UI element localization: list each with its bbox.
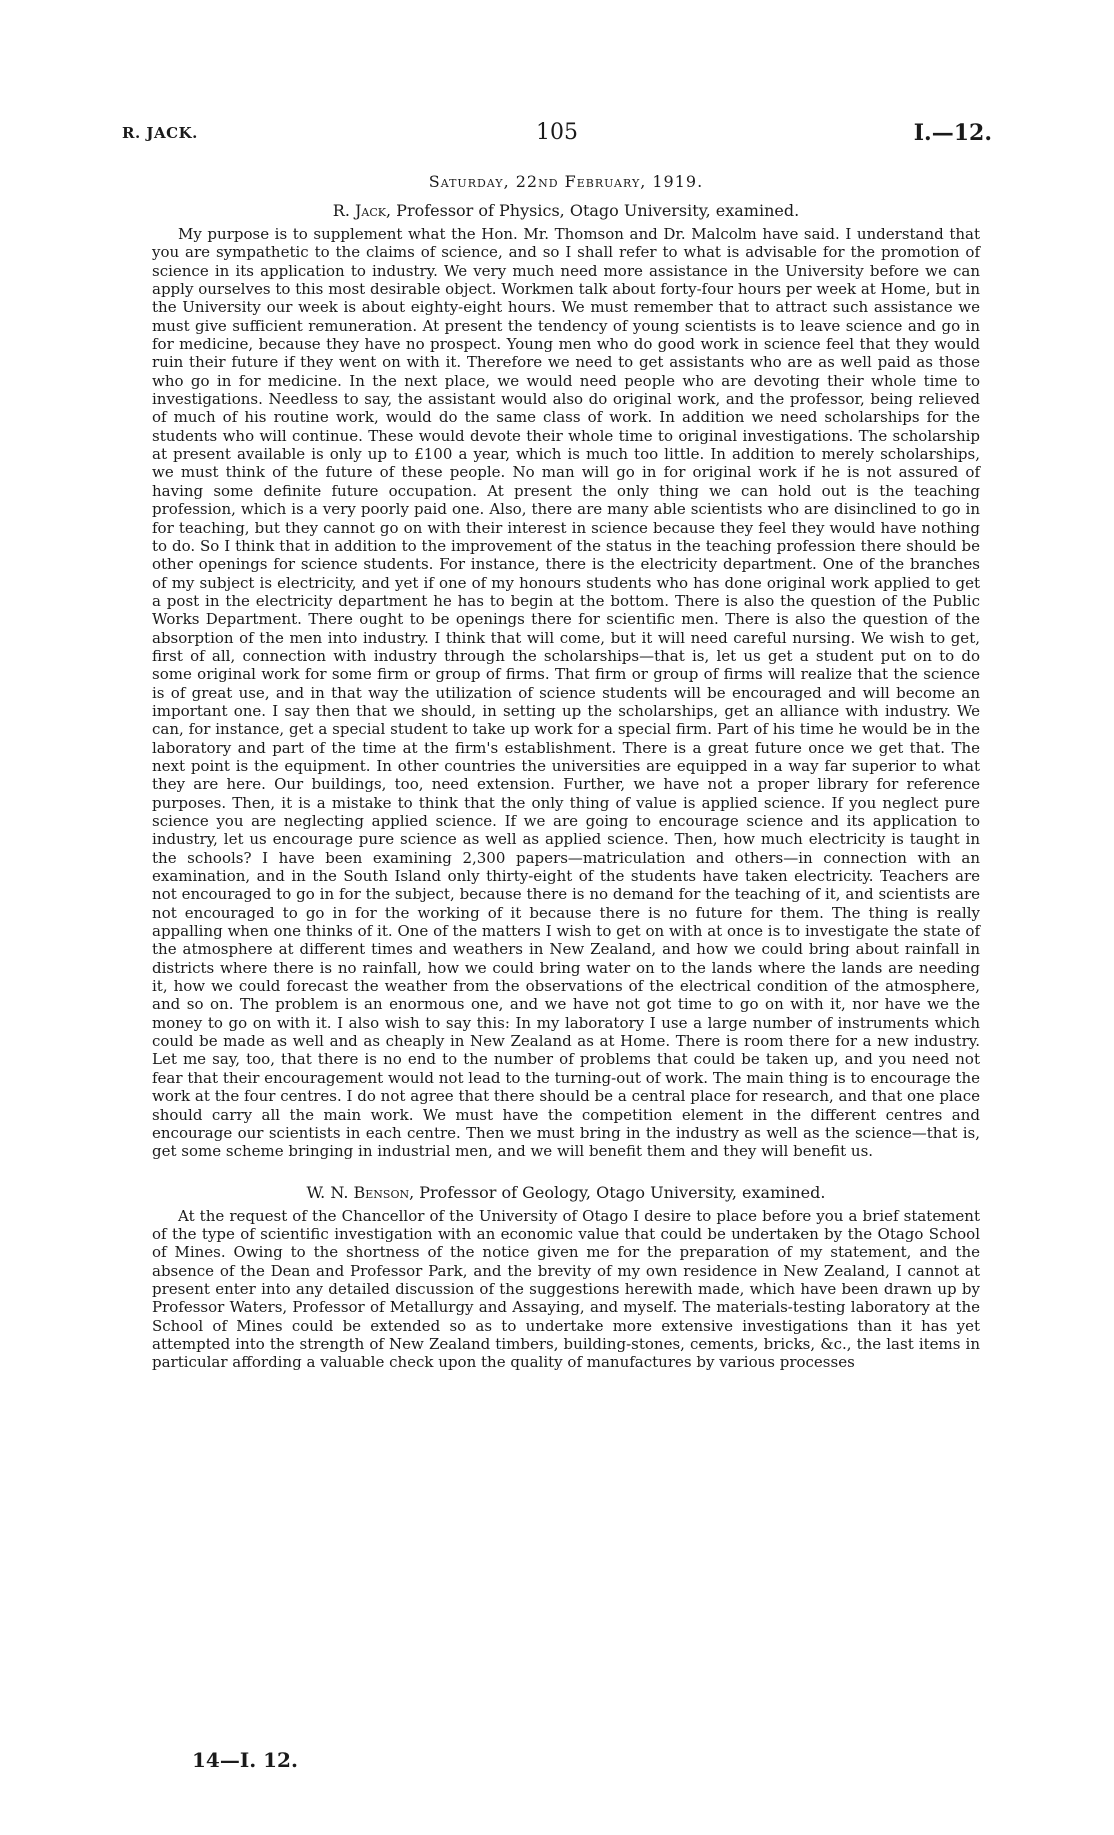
witness-name: W. N. Benson (306, 1182, 410, 1202)
testimony-paragraph-jack: My purpose is to supplement what the Hon. Mr. Thomson and Dr. Malcolm have said. I understand that you are sympathetic to the claims of science, and so I shall refer to what is advisable for the promotion of science in its application to industry. We very much need more assistance in the University before we can apply ourselves to this most desirable object. Workmen talk about forty-four hours per week at Home, but in the University our week is about eighty-eight hours. We must remember that to attract such assistance we must give sufficient remuneration. At present the tendency of young scientists is to leave science and go in for medicine, because they have no prospect. Young men who do good work in science feel that they would ruin their future if they went on with it. Therefore we need to get assistants who are as well paid as those who go in for medicine. In the next place, we would need people who are devoting their whole time to investigations. Needless to say, the assistant would also do original work, and the professor, being relieved of much of his routine work, would do the same class of work. In addition we need scholarships for the students who will continue. These would devote their whole time to original investigations. The scholarship at present available is only up to £100 a year, which is much too little. In addition to merely scholarships, we must think of the future of these people. No man will go in for original work if he is not assured of having some definite future occupation. At present the only thing we can hold out is the teaching profession, which is a very poorly paid one. Also, there are many able scientists who are disinclined to go in for teaching, but they cannot go on with their interest in science because they feel they would have nothing to do. So I think that in addition to the improvement of the status in the teaching profession there should be other openings for science students. For instance, there is the electricity department. One of the branches of my subject is electricity, and yet if one of my honours students who has done original work applied to get a post in the electricity department he has to begin at the bottom. There is also the question of the Public Works Department. There ought to be openings there for scientific men. There is also the question of the absorption of the men into industry. I think that will come, but it will need careful nursing. We wish to get, first of all, connection with industry through the scholarships—that is, let us get a student put on to do some original work for some firm or group of firms. That firm or group of firms will realize that the science is of great use, and in that way the utilization of science students will be encouraged and will become an important one. I say then that we should, in setting up the scholarships, get an alliance with industry. We can, for instance, get a special student to take up work for a special firm. Part of his time he would be in the laboratory and part of the time at the firm's establishment. There is a great future once we get that. The next point is the equipment. In other countries the universities are equipped in a way far superior to what they are here. Our buildings, too, need extension. Further, we have not a proper library for reference purposes. Then, it is a mistake to think that the only thing of value is applied science. If you neglect pure science you are neglecting applied science. If we are going to encourage science and its application to industry, let us encourage pure science as well as applied science. Then, how much electricity is taught in the schools? I have been examining 2,300 papers—matriculation and others—in connection with an examination, and in the South Island only thirty-eight of the students have taken electricity. Teachers are not encouraged to go in for the subject, because there is no demand for the teaching of it, and scientists are not encouraged to go in for the working of it because there is no future for them. The thing is really appalling when one thinks of it. One of the matters I wish to get on with at once is to investigate the state of the atmosphere at different times and weathers in New Zealand, and how we could bring about rainfall in districts where there is no rainfall, how we could bring water on to the lands where the lands are needing it, how we could forecast the weather from the observations of the electrical condition of the atmosphere, and so on. The problem is an enormous one, and we have not got time to go on with it, nor have we the money to go on with it. I also wish to say this: In my laboratory I use a large number of instruments which could be made as well and as cheaply in New Zealand as at Home. There is room there for a new industry. Let me say, too, that there is no end to the number of problems that could be taken up, and you need not fear that their encouragement would not lead to the turning-out of work. The main thing is to encourage the work at the four centres. I do not agree that there should be a central place for research, and that one place should carry all the main work. We must have the competition element in the different centres and encourage our scientists in each centre. Then we must bring in the industry as well as the science—that is, get some scheme bringing in industrial men, and we will benefit them and they will benefit us. (152, 225, 980, 1161)
witness-name: R. Jack (332, 201, 386, 220)
running-head-right: I.—12. (913, 120, 992, 146)
running-head-left: R. JACK. (122, 124, 198, 142)
witness-heading-jack (152, 201, 980, 220)
dateline: Saturday, 22nd February, 1919. (428, 172, 704, 191)
witness-heading-benson (152, 1183, 980, 1202)
witness-title: , Professor of Geology, Otago University, examined. (409, 1182, 826, 1202)
page-header (122, 120, 992, 150)
testimony-paragraph-benson: At the request of the Chancellor of the University of Otago I desire to place before you a brief statement of the type of scientific investigation with an economic value that could be undertaken by the Otago School of Mines. Owing to the shortness of the notice given me for the preparation of my statement, and the absence of the Dean and Professor Park, and the brevity of my own residence in New Zealand, I cannot at present enter into any detailed discussion of the suggestions herewith made, which have been drawn up by Professor Waters, Professor of Metallurgy and Assaying, and myself. The materials-testing laboratory at the School of Mines could be extended so as to undertake more extensive investigations than it has yet attempted into the strength of New Zealand timbers, building-stones, cements, bricks, &c., the last items in particular affording a valuable check upon the quality of manufactures by various processes (152, 1206, 980, 1372)
witness-title: , Professor of Physics, Otago University, examined. (386, 201, 800, 220)
page-number: 105 (536, 120, 578, 145)
signature-mark: 14—I. 12. (192, 1748, 298, 1772)
body-column (152, 172, 980, 1372)
